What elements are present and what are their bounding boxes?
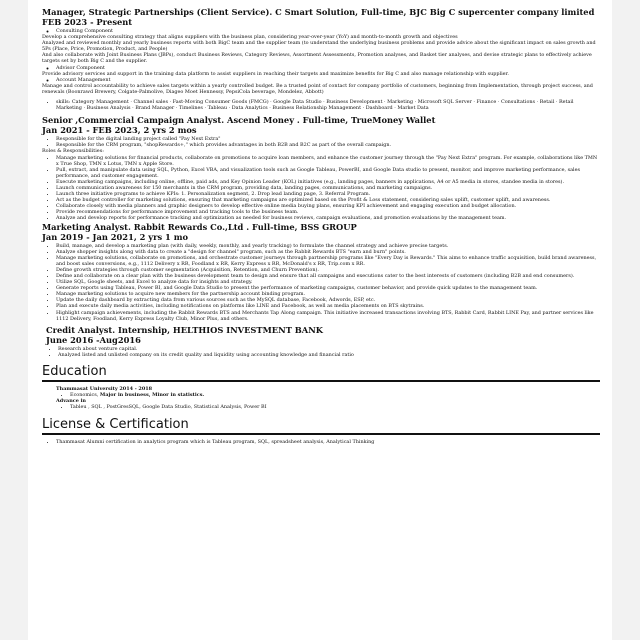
job-title: Manager, Strategic Partnerships (Client Service). C Smart Solution, Full-time, BJC Big C supercenter company limited — [42, 7, 595, 17]
job-entry-rabbit-rewards — [42, 222, 600, 322]
bullet: • Highlight campaign achievements, including the Rabbit Rewards BTS and Merchants Tap Along campaign. This initiative increased transactions involving BTS, Rabbit Card, Rabbit LINE Pay, and partner services like 1112 Delivery, Foodland, Kerry Express Loyalty Club, Minor Plus, and others. — [56, 310, 600, 322]
bullet: • Update the daily dashboard by extracting data from various sources such as the MySQL database, Facebook, Adwords, ESP, etc. — [56, 297, 600, 303]
section-heading: ◦ Account Management — [56, 77, 600, 83]
license-section — [42, 417, 600, 445]
page-margin-right — [612, 0, 640, 640]
bullet: • Provide recommendations for performance improvement and tracking tools to the business team. — [56, 209, 600, 215]
education-section — [42, 364, 600, 411]
bullet: • Launch communication awareness for 150 merchants in the CRM program, providing data, landing pages, communications, and marketing campaigns. — [56, 185, 600, 191]
skills-list: • skills: Category Management · Channel sales · Fast-Moving Consumer Goods (FMCG) · Google Data Studio · Business Development · Marketing · Microsoft SQL Server · Finance · Consultations · Retail · Retail Marketing · Business Analysis · Brand Manager · Timelines · Tableau · Data Analytics · Business Relationship Management · Dashboard · Market Data — [56, 99, 600, 111]
job-dates: Jan 2021 - FEB 2023, 2 yrs 2 mos — [42, 125, 197, 136]
job-title: Senior ,Commercial Campaign Analyst. Ascend Money . Full-time, TrueMoney Wallet — [42, 115, 436, 126]
bullet: • Analyze shopper insights along with data to create a "design for channel" program, such as the Rabbit Rewards BTS "earn and burn" points. — [56, 249, 600, 255]
paragraph: Develop a comprehensive consulting strategy that aligns suppliers with the business plan, considering year-over-year (YoY) and month-to-month growth and objectives — [42, 34, 458, 41]
section-divider — [42, 433, 600, 435]
bullet: • Plan and execute daily media activities, including notifications on platforms like LINE and Facebook, as well as media placements on BTS skytrains. — [56, 303, 600, 309]
lead-bullet: • Responsible for the digital landing project called "Pay Next Extra" — [56, 136, 600, 142]
job-entry-helthios — [42, 325, 600, 358]
certification-item: • Thammasat Alumni certification in analytics program which is Tableau program, SQL, spreadsheet analysis, Analytical Thinking — [56, 439, 600, 445]
page-margin-left — [0, 0, 28, 640]
job-entry-ascend-money — [42, 115, 600, 221]
paragraph: Provide advisory services and support in the training data platform to assist suppliers in reaching their targets and maximize benefits for Big C and also manage relationship with supplier. — [42, 70, 509, 77]
bullet: • Manage marketing solutions for financial products, collaborate on promotions to acquire loan members, and enhance the customer journey through the "Pay Next Extra" program. For example, collaborations like TMN x True Shop, TMN x Lotus, TMN x Apple Store. — [56, 155, 600, 167]
paragraph: And also collaborate with Joint Business Plans (JBPs), conduct Business Reviews, Category Reviews, Assortment Assessments, Promotion analyses, and Basket tier analyses, and devise strategic plans to effectively achieve targets set by both Big C and the supplier. — [42, 52, 592, 65]
bullet: • Generate reports using Tableau, Power BI, and Google Data Studio to present the performance of marketing campaigns, customer behavior, and provide quick updates to the management team. — [56, 285, 600, 291]
bullet: • Define and collaborate on a clear plan with the business development team to design and ensure that all campaigns and executions cater to the best interests of customers (including B2B and end consumers). — [56, 273, 600, 279]
bullet: • Act as the budget controller for marketing solutions, ensuring that marketing campaigns are optimized based on the Profit & Loss statement, considering sales uplift, customer uplift, and awareness. — [56, 197, 600, 203]
advance-skills: • Tableu , SQL , PostGresSQL, Google Data Studio, Statistical Analysis, Power BI — [70, 404, 600, 410]
bullet: • Research about venture capital. — [58, 346, 600, 352]
roles-heading: Roles & Responsibilities: — [42, 148, 104, 155]
bullet: • Build, manage, and develop a marketing plan (with daily, weekly, monthly, and yearly tracking) to formulate the channel strategy and achieve precise targets. — [56, 243, 600, 249]
school-name: Thammasat University 2014 - 2018 — [56, 385, 153, 392]
bullet-list — [42, 155, 600, 222]
job-entry-cmart — [42, 7, 600, 111]
section-divider — [42, 380, 600, 382]
bullet: • Launch three initiative programs to achieve KPIs: 1. Personalization segment, 2. Drop lead landing page, 3. Referral Program. — [56, 191, 600, 197]
paragraph: Manage and control accountability to achieve sales targets within a yearly controlled budget. Be a trusted point of contact for company portfolio of customers, beginning from Implementation, through project success, and renewals (Boonrawd Brewery, Colgate-Palmolive, Diageo Moet Hennessy, PepsiCola beverage, Mondelez, Abbott) — [42, 82, 593, 95]
degree-major: Major in business, Minor in statistics. — [99, 392, 205, 399]
bullet: • Manage marketing solutions, collaborate on promotions, and orchestrate customer journeys through partnership programs like "Every Day is Rewards." This aims to enhance traffic acquisition, build brand awareness, and boost sales conversions, e.g., 1112 Delivery x RR, Foodland x RR, Kerry Express x RR, McDonald's x RR, Trip.com x RR. — [56, 255, 600, 267]
lead-bullet: • Responsible for the CRM program, "shopRewards+," which provides advantages in both B2B and B2C as part of the overall campaign. — [56, 142, 600, 148]
paragraph: Analyzed and reviewed monthly and yearly business reports with both BigC team and the supplier team (to understand the underlying business problems and provide advice about the significant impact on sales growth and 5Ps (Place, Price, Promotion, Product, and People) — [42, 40, 596, 53]
resume-page — [28, 0, 612, 640]
bullet: • Analyzed listed and unlisted company on its credit quality and liquidity using accounting knowledge and financial ratio — [58, 352, 600, 358]
bullet: • Manage marketing solutions to acquire new members for the partnership account binding program. — [56, 291, 600, 297]
job-dates: FEB 2023 - Present — [42, 17, 133, 27]
advance-label: Advance in — [56, 398, 86, 405]
job-title: Marketing Analyst. Rabbit Rewards Co.,Ltd . Full-time, BSS GROUP — [42, 221, 357, 232]
bullet: • Utilize SQL, Google sheets, and Excel to analyze data for insights and strategy. — [56, 279, 600, 285]
bullet: • Pull, extract, and manipulate data using SQL, Python, Excel VBA, and visualization tools such as Google Tableau, PowerBI, and Google Data studio to present, monitor, and improve marketing performance, sales performance, and customer engagement. — [56, 167, 600, 179]
bullet: • Collaborate closely with media planners and graphic designers to develop effective online media buying plans, ensuring KPI achievement and engaging execution and budget allocation. — [56, 203, 600, 209]
bullet: • Analyze and develop reports for performance tracking and optimization as needed for business reviews, campaign evaluations, and promotion evaluations by the management team. — [56, 215, 600, 221]
section-title: Education — [42, 363, 107, 379]
bullet: • Define growth strategies through customer segmentation (Acquisition, Retention, and Churn Prevention). — [56, 267, 600, 273]
job-dates: Jan 2019 - Jan 2021, 2 yrs 1 mo — [42, 231, 189, 242]
degree-prefix: Economics, — [70, 392, 100, 399]
job-title: Credit Analyst. Internship, HELTHIOS INVESTMENT BANK — [46, 324, 324, 335]
section-title: License & Certification — [42, 416, 189, 432]
section-heading: ◦ Advisor Component — [56, 65, 600, 71]
section-heading: ◦ Consulting Component — [56, 28, 600, 34]
resume-content — [28, 0, 612, 445]
bullet: • Execute marketing campaigns, including online, offline, paid ads, and Key Opinion Leader (KOL) initiatives (e.g., landing pages, banners in applications, A4 or A5 media in stores, standee media in stores). — [56, 179, 600, 185]
job-dates: June 2016 -Aug2016 — [46, 334, 141, 345]
bullet-list — [42, 243, 600, 322]
